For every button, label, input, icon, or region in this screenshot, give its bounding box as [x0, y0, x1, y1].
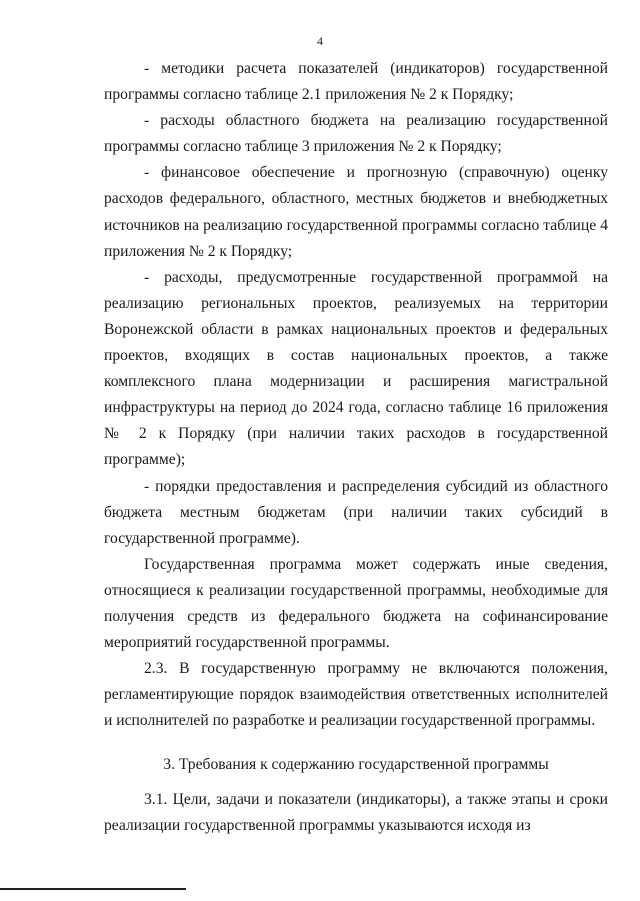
footnote-divider — [0, 888, 186, 890]
paragraph-financial-support: - финансовое обеспечение и прогнозную (справочную) оценку расходов федерального, областного, местных бюджетов и внебюджетных источников на реализацию государственной программы согласно таблице 4 приложения № 2 к Порядку; — [104, 164, 608, 260]
paragraph-regional-budget: - расходы областного бюджета на реализацию государственной программы согласно таблице 3 приложения № 2 к Порядку; — [104, 112, 608, 156]
document-body — [104, 56, 608, 839]
paragraph-subsidies: - порядки предоставления и распределения субсидий из областного бюджета местным бюджетам (при наличии таких субсидий в государственной программе). — [104, 477, 608, 547]
paragraph-2-3: 2.3. В государственную программу не включаются положения, регламентирующие порядок взаимодействия ответственных исполнителей и исполнителей по разработке и реализации государственной программы. — [104, 660, 608, 730]
section-heading: 3. Требования к содержанию государственной программы — [163, 756, 549, 774]
paragraph-3-1: 3.1. Цели, задачи и показатели (индикаторы), а также этапы и сроки реализации государственной программы указываются исходя из — [104, 790, 608, 834]
paragraph-regional-projects: - расходы, предусмотренные государственной программой на реализацию региональных проектов, реализуемых на территории Воронежской области в рамках национальных проектов и федеральных проектов, входящих в состав национальных проектов, а также комплексного плана модернизации и расширения магистральной инфраструктуры на период до 2024 года, согласно таблице 16 приложения № 2 к Порядку (при наличии таких расходов в государственной программе); — [104, 268, 608, 469]
paragraph-other-info: Государственная программа может содержать иные сведения, относящиеся к реализации государственной программы, необходимые для получения средств из федерального бюджета на софинансирование мероприятий государственной программы. — [104, 555, 608, 652]
page-number: 4 — [317, 34, 323, 48]
paragraph-methodology: - методики расчета показателей (индикаторов) государственной программы согласно таблице 2.1 приложения № 2 к Порядку; — [104, 60, 608, 104]
